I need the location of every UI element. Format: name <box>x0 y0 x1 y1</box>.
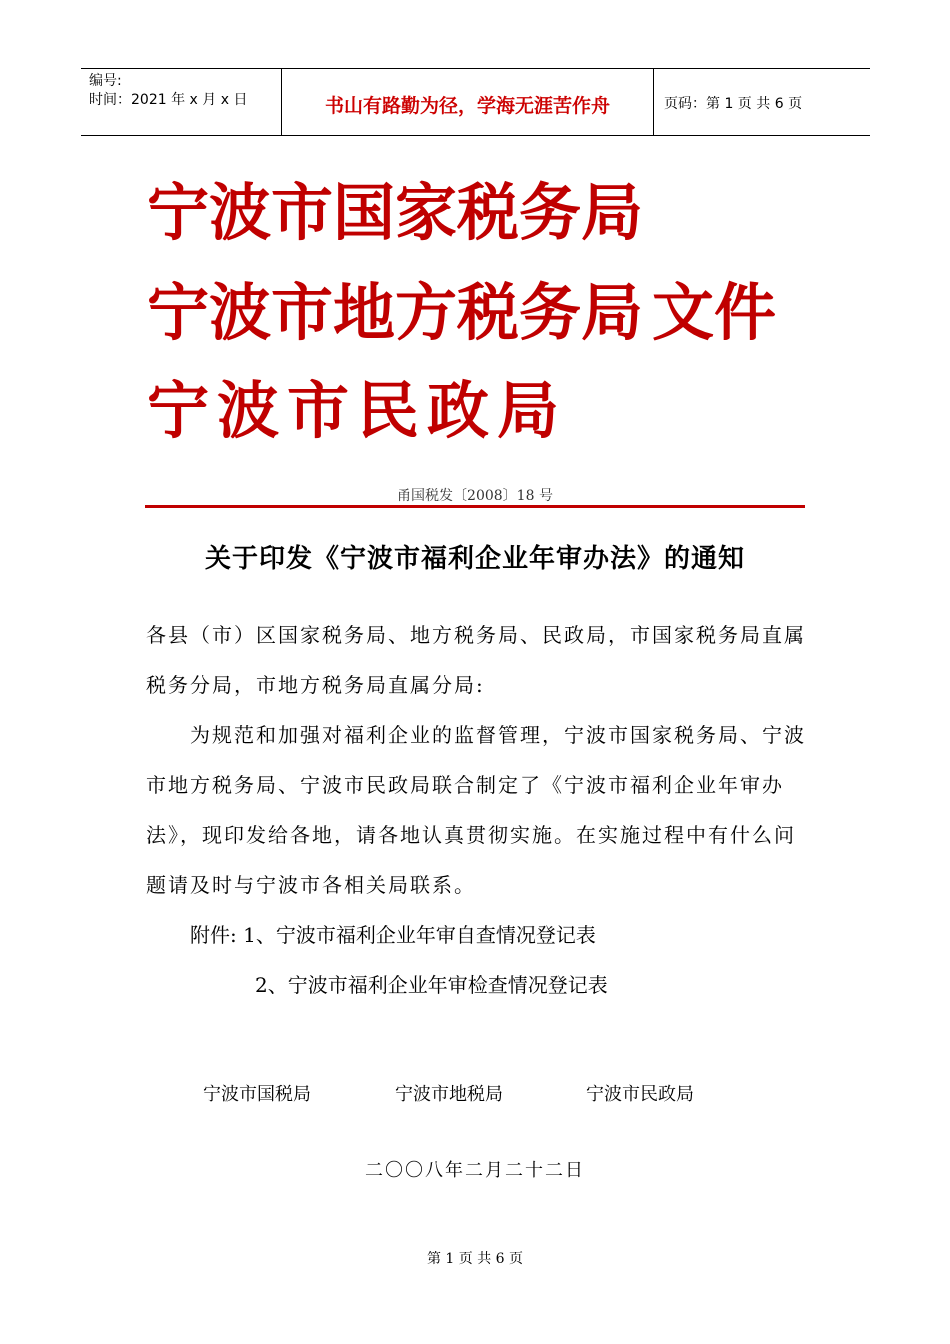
document-title: 关于印发《宁波市福利企业年审办法》的通知 <box>204 544 745 574</box>
header-number-label: 编号: <box>89 73 122 89</box>
header-page-info: 页码：第 1 页 共 6 页 <box>664 96 803 112</box>
addressee: 各县（市）区国家税务局、地方税务局、民政局，市国家税务局直属税务分局，市地方税务局直属分局: <box>146 623 806 697</box>
header-meta-cell <box>81 69 281 135</box>
signature-2: 宁波市地税局 <box>395 1084 503 1105</box>
body-paragraph: 为规范和加强对福利企业的监督管理，宁波市国家税务局、宁波市地方税务局、宁波市民政局联合制定了《宁波市福利企业年审办法》，现印发给各地，请各地认真贯彻实施。在实施过程中有什么问题请及时与宁波市各相关局联系。 <box>146 723 806 897</box>
attachment-2: 2、宁波市福利企业年审检查情况登记表 <box>255 973 608 997</box>
attachment-1: 附件: 1、宁波市福利企业年审自查情况登记表 <box>190 923 596 947</box>
red-divider <box>145 505 805 508</box>
footer-page-number: 第 1 页 共 6 页 <box>426 1251 524 1267</box>
issuer-line-2: 宁波市地方税务局 <box>147 276 644 349</box>
issuer-suffix: 文件 <box>652 276 777 349</box>
document-number: 甬国税发〔2008〕18 号 <box>397 488 553 504</box>
signature-1: 宁波市国税局 <box>203 1084 311 1105</box>
header-table <box>81 68 870 136</box>
header-time-label: 时间：2021 年 x 月 x 日 <box>89 92 248 108</box>
header-motto: 书山有路勤为径，学海无涯苦作舟 <box>281 69 654 135</box>
document-date: 二〇〇八年二月二十二日 <box>365 1160 585 1181</box>
signature-3: 宁波市民政局 <box>586 1084 694 1105</box>
issuer-line-3: 宁波市民政局 <box>147 374 568 447</box>
issuer-line-1: 宁波市国家税务局 <box>147 176 644 249</box>
